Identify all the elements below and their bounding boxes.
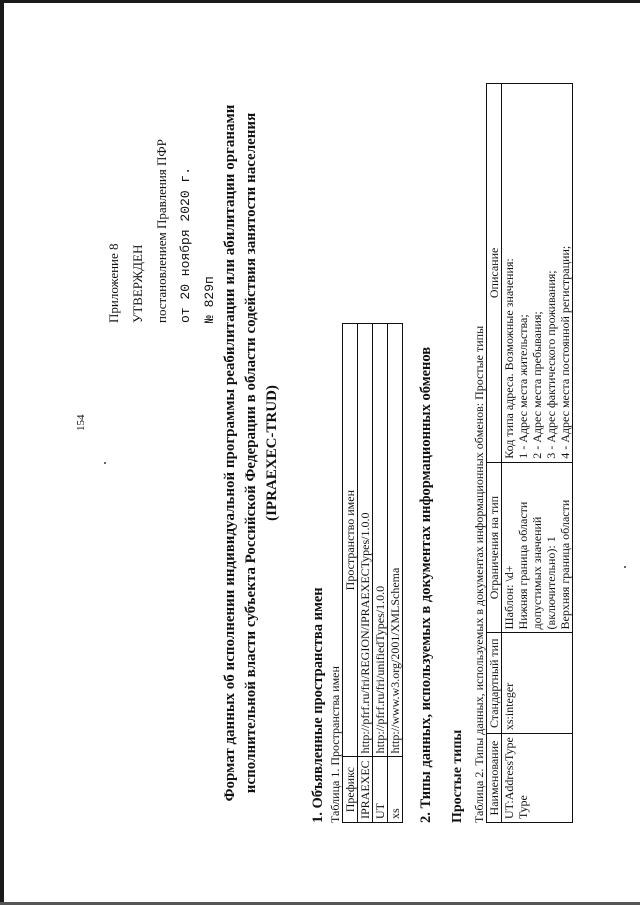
prefix-cell: xs xyxy=(388,756,403,822)
type-name-cell: UT:AddressType Type xyxy=(502,733,573,822)
scan-edge-top xyxy=(0,0,640,3)
table-2-caption: Таблица 2. Типы данных, используемых в документах информационных обменов: Простые типы xyxy=(472,325,486,823)
column-header: Описание xyxy=(487,83,502,462)
table-row xyxy=(358,323,373,822)
description-cell xyxy=(502,83,573,462)
namespaces-table xyxy=(342,323,403,823)
column-header: Стандартный тип xyxy=(487,632,502,733)
column-header: Префикс xyxy=(343,756,358,822)
document-title xyxy=(220,83,283,823)
page-number: 154 xyxy=(75,414,87,431)
section-2-heading: 2. Типы данных, используемых в документах информационных обменов xyxy=(418,346,434,823)
column-header: Пространство имен xyxy=(343,323,358,756)
decree-label: постановлением Правления ПФР xyxy=(154,138,169,323)
column-header: Наименование xyxy=(487,733,502,822)
scan-dust xyxy=(624,566,626,568)
description-line: 2 - Адрес места пребывания; xyxy=(530,310,544,459)
restrictions-cell xyxy=(502,462,573,633)
decree-date: от 20 ноября 2020 г. xyxy=(178,166,193,323)
table-row xyxy=(502,83,573,822)
table-header-row xyxy=(343,323,358,822)
title-line-1: Формат данных об исполнении индивидуальной программы реабилитации или абилитации органами xyxy=(222,104,238,801)
restriction-line: Шаблон: \d+ xyxy=(502,564,516,629)
description-line: 3 - Адрес фактического проживания; xyxy=(544,269,558,459)
approved-label: УТВЕРЖДЕН xyxy=(130,244,145,323)
annex-label: Приложение 8 xyxy=(106,242,121,323)
title-line-2: исполнительной власти субъекта Российской Федерации в области содействия занятости населения xyxy=(243,112,259,793)
rotated-document-page xyxy=(20,23,620,883)
decree-number: № 829п xyxy=(202,275,217,323)
restriction-line: (включительно): 1 xyxy=(544,535,558,629)
restriction-line: Верхняя граница области xyxy=(558,499,572,629)
section-1-heading: 1. Объявленные пространства имен xyxy=(310,586,326,823)
description-line: Код типа адреса. Возможные значения: xyxy=(502,257,516,459)
namespace-cell: http://pfrf.ru/fri/unifiedTypes/1.0.0 xyxy=(373,323,388,756)
prefix-cell: IPRAEXEC xyxy=(358,756,373,822)
table-header-row xyxy=(487,83,502,822)
prefix-cell: UT xyxy=(373,756,388,822)
title-line-3: (IPRAEXEC-TRUD) xyxy=(264,384,280,521)
namespace-cell: http://www.w3.org/2001/XMLSchema xyxy=(388,323,403,756)
simple-types-table xyxy=(486,83,573,823)
approval-block xyxy=(102,139,222,323)
description-line: 1 - Адрес места жительства; xyxy=(516,313,530,459)
description-line: 4 - Адрес места постоянной регистрации; xyxy=(558,245,572,459)
table-1-caption: Таблица 1. Пространства имен xyxy=(328,665,342,823)
namespace-cell: http://pfrf.ru/fri/REGION/IPRAEXECTypes/1.0.0 xyxy=(358,323,373,756)
simple-types-subheading: Простые типы xyxy=(450,729,465,823)
standard-type-cell: xs:integer xyxy=(502,632,573,733)
restriction-line: допустимых значений xyxy=(530,516,544,629)
table-row xyxy=(373,323,388,822)
scan-edge-left xyxy=(0,0,4,905)
table-row xyxy=(388,323,403,822)
restriction-line: Нижняя граница области xyxy=(516,501,530,629)
column-header: Ограничения на тип xyxy=(487,462,502,633)
